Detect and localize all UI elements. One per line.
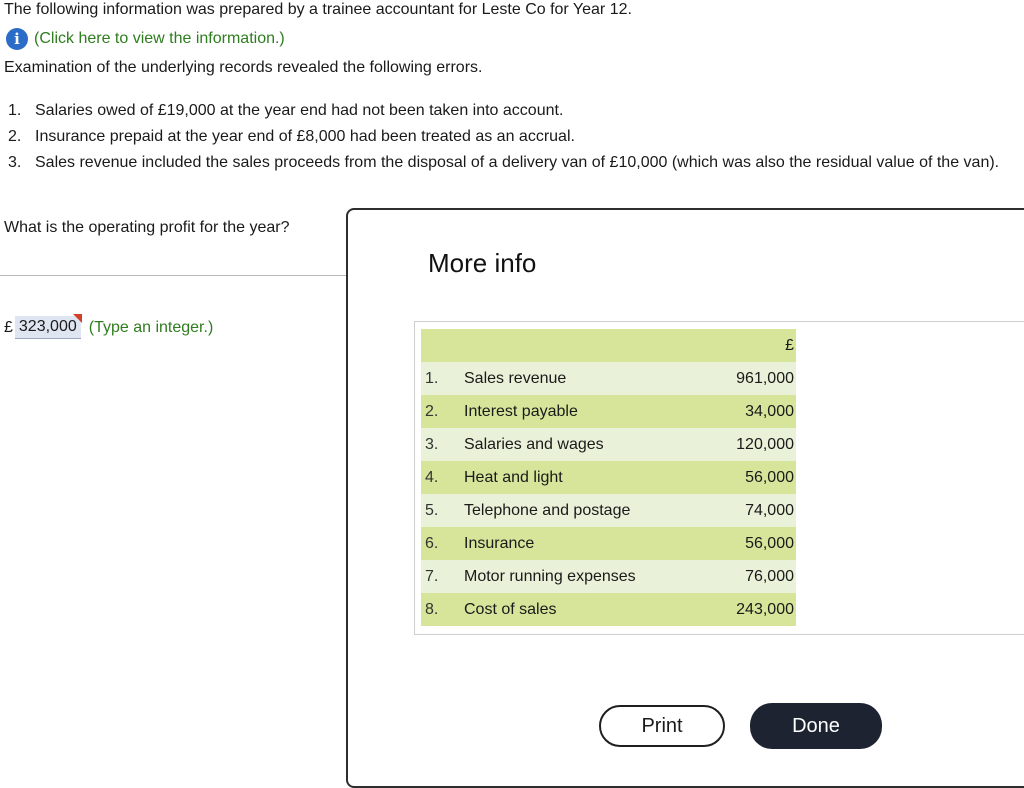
row-number: 7. [421, 560, 464, 593]
error-item [8, 152, 1013, 174]
row-value: 76,000 [709, 560, 796, 593]
error-text: Salaries owed of £19,000 at the year end had not been taken into account. [35, 102, 564, 119]
row-item: Telephone and postage [464, 494, 709, 527]
question-text: What is the operating profit for the year? [4, 219, 290, 236]
row-item: Cost of sales [464, 593, 709, 626]
row-value: 56,000 [709, 527, 796, 560]
table-row [421, 395, 796, 428]
row-value: 34,000 [709, 395, 796, 428]
row-number: 3. [421, 428, 464, 461]
info-icon[interactable]: i [6, 28, 28, 50]
row-number: 1. [421, 362, 464, 395]
row-item: Motor running expenses [464, 560, 709, 593]
dialog-title: More info [428, 248, 537, 278]
row-number: 2. [421, 395, 464, 428]
errors-list [8, 100, 1013, 178]
row-value: 961,000 [709, 362, 796, 395]
answer-value: 323,000 [18, 318, 77, 335]
table-row [421, 494, 796, 527]
table-row [421, 593, 796, 626]
table-row [421, 560, 796, 593]
row-item: Salaries and wages [464, 428, 709, 461]
row-number: 5. [421, 494, 464, 527]
error-text: Sales revenue included the sales proceeds from the disposal of a delivery van of £10,000 (which was also the residual value of the van). [35, 154, 1000, 171]
done-button[interactable]: Done [750, 703, 882, 749]
answer-row [4, 316, 213, 339]
answer-hint: (Type an integer.) [88, 318, 214, 336]
divider [0, 275, 346, 276]
error-number: 3. [8, 154, 22, 171]
examination-text: Examination of the underlying records revealed the following errors. [4, 59, 483, 76]
row-item: Heat and light [464, 461, 709, 494]
error-item [8, 100, 1013, 122]
row-number: 8. [421, 593, 464, 626]
table-row [421, 362, 796, 395]
print-button[interactable]: Print [599, 705, 725, 747]
currency-symbol: £ [4, 318, 13, 336]
row-value: 243,000 [709, 593, 796, 626]
error-item [8, 126, 1013, 148]
info-row[interactable] [6, 28, 285, 50]
table-row [421, 461, 796, 494]
answer-input[interactable] [15, 316, 81, 339]
row-number: 4. [421, 461, 464, 494]
row-value: 74,000 [709, 494, 796, 527]
row-item: Insurance [464, 527, 709, 560]
table-row [421, 527, 796, 560]
info-table [421, 329, 796, 626]
table-row [421, 428, 796, 461]
intro-text: The following information was prepared by a trainee accountant for Leste Co for Year 12. [4, 1, 632, 18]
error-number: 2. [8, 128, 22, 145]
view-information-link[interactable]: (Click here to view the information.) [34, 30, 285, 47]
row-value: 120,000 [709, 428, 796, 461]
currency-header: £ [709, 329, 796, 362]
row-value: 56,000 [709, 461, 796, 494]
error-text: Insurance prepaid at the year end of £8,000 had been treated as an accrual. [35, 128, 575, 145]
row-item: Interest payable [464, 395, 709, 428]
incorrect-flag-icon [73, 314, 82, 323]
row-item: Sales revenue [464, 362, 709, 395]
table-header-row [421, 329, 796, 362]
error-number: 1. [8, 102, 22, 119]
row-number: 6. [421, 527, 464, 560]
